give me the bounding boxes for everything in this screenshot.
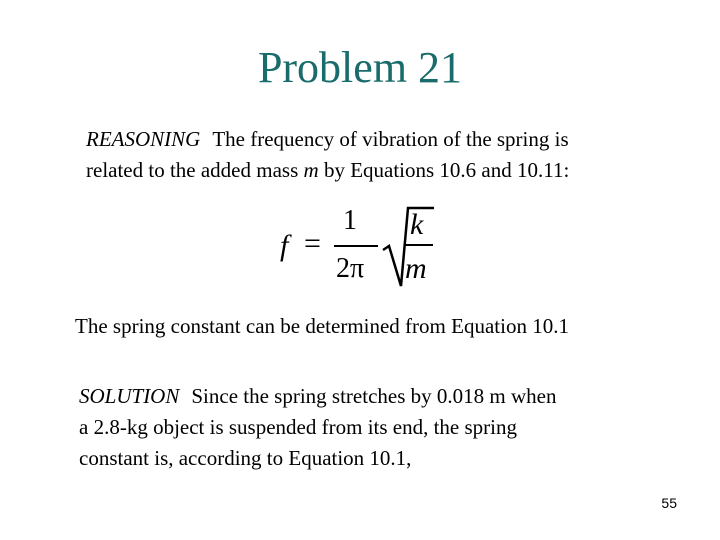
formula-denominator: 2π [336, 253, 365, 284]
formula-equals: = [304, 227, 321, 260]
formula-numerator: 1 [343, 205, 357, 236]
solution-line-1 [79, 381, 556, 412]
solution-line-2: a 2.8-kg object is suspended from its end, the spring [79, 415, 518, 439]
solution-text-1: Since the spring stretches by 0.018 m when [191, 384, 557, 408]
reasoning-text-1: The frequency of vibration of the spring is [212, 127, 569, 151]
reasoning-text-2b: by Equations 10.6 and 10.11: [318, 158, 570, 182]
formula-f: f [280, 229, 289, 262]
page-number: 55 [661, 495, 677, 511]
solution-label: SOLUTION [79, 384, 180, 408]
reasoning-label: REASONING [86, 127, 201, 151]
slide-title: Problem 21 [257, 43, 463, 92]
reasoning-line-2 [86, 155, 569, 186]
solution-line-3: constant is, according to Equation 10.1, [79, 446, 412, 470]
reasoning-text-2a: related to the added mass [86, 158, 304, 182]
formula-k: k [410, 208, 424, 241]
mass-variable: m [303, 158, 319, 182]
reasoning-paragraph [86, 124, 569, 186]
reasoning-line-1 [86, 124, 569, 155]
spring-constant-text: The spring constant can be determined from Equation 10.1 [75, 314, 569, 338]
solution-paragraph [79, 381, 556, 474]
frequency-formula [270, 198, 450, 290]
formula-m: m [405, 252, 427, 285]
